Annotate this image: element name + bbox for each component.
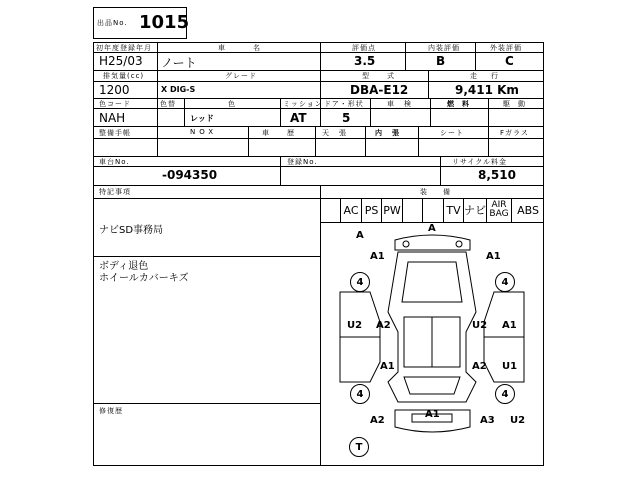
equip-ps: PS [362,198,382,222]
inspector-note-2: ホイールカバーキズ [99,273,189,284]
mark-front-bumper-a: A [356,230,364,241]
notes-label: 特記事項 [99,188,131,196]
lot-label: 出品No. [97,19,128,27]
mark-hood-a: A [428,223,436,234]
color-swap-label: 色替 [160,100,176,108]
score-label: 評価点 [352,44,376,52]
exterior-score-value: C [505,54,514,68]
lot-number-box [93,7,190,39]
notes-line-1: ナビSD事務局 [99,225,164,236]
maintenance-book-label: 整備手帳 [99,129,131,137]
front-glass-label: Fガラス [500,129,529,137]
model-value: DBA-E12 [350,83,409,97]
lot-number: 1015 [139,12,190,33]
car-name-label: 車名 [218,44,288,52]
reg-number-label: 登録No. [287,158,318,166]
mark-left-side-u2: U2 [347,320,363,331]
grade-label: グレード [225,72,257,80]
color-code-value: NAH [99,111,126,125]
mark-right-door-u2: U2 [472,320,488,331]
mission-label: ミッション [283,100,323,108]
equip-navi: ナビ [464,198,487,222]
score-value: 3.5 [354,54,376,68]
equip-airbag: AIR BAG [487,198,512,222]
equipment-strip [340,198,544,222]
mission-value: AT [290,111,307,125]
mark-front-right-tire: 4 [495,272,515,292]
mileage-label: 走行 [470,72,512,80]
color-value: レッド [190,114,214,123]
recycle-fee-value: 8,510 [478,168,516,182]
displacement-value: 1200 [99,83,130,97]
doors-value: 5 [342,111,351,125]
seat-label: シート [440,129,464,137]
mark-rear-right-u2: U2 [510,415,526,426]
model-label: 型式 [362,72,412,80]
equip-tv: TV [444,198,464,222]
equip-blank-2 [423,198,444,222]
nox-label: NOX [190,128,218,136]
equip-blank-1 [403,198,423,222]
equipment-label: 装備 [420,188,466,196]
grade-value: X DIG-S [161,85,196,94]
equip-abs: ABS [517,203,539,217]
reg-year-label: 初年度登録年月 [96,44,152,52]
mark-trunk-t: T [349,437,369,457]
doors-label: ドア・形状 [324,100,364,108]
repair-history-label: 修復歴 [99,407,123,415]
drive-label: 駆動 [503,100,533,108]
interior-upholstery-label: 内張 [375,129,409,137]
mark-left-rear-a1: A1 [380,361,395,372]
recycle-fee-label: リサイクル料金 [452,158,508,166]
history-label: 車歴 [262,129,312,137]
reg-year-value: H25/03 [99,54,143,68]
interior-score-label: 内装評価 [428,44,460,52]
mark-right-fender-a1: A1 [486,251,501,262]
interior-score-value: B [436,54,446,68]
car-name-value: ノート [161,56,197,70]
chassis-value: -094350 [162,168,218,182]
mark-rear-right-tire: 4 [495,384,515,404]
mark-right-side-a1: A1 [502,320,517,331]
equip-pw: PW [382,198,403,222]
mark-trunk-a1: A1 [425,409,440,420]
mark-front-left-tire: 4 [350,272,370,292]
fuel-label: 燃料 [447,100,477,108]
mileage-value: 9,411 Km [455,83,519,97]
displacement-label: 排気量(cc) [103,72,145,80]
inspector-note-1: ボディ退色 [99,261,149,272]
mark-rear-left-tire: 4 [350,384,370,404]
mark-left-door-a2: A2 [376,320,391,331]
equip-ac: AC [340,198,362,222]
exterior-score-label: 外装評価 [490,44,522,52]
color-code-label: 色コード [99,100,131,108]
chassis-label: 車台No. [99,158,130,166]
roof-label: 天張 [322,129,356,137]
mark-right-rear-u1: U1 [502,361,518,372]
color-label: 色 [228,100,236,108]
mark-rear-left-a2: A2 [370,415,385,426]
mark-left-fender-a1: A1 [370,251,385,262]
mark-right-rear-a2: A2 [472,361,487,372]
inspection-label: 車検 [387,100,421,108]
car-body-diagram [320,222,544,466]
mark-rear-right-a3: A3 [480,415,495,426]
